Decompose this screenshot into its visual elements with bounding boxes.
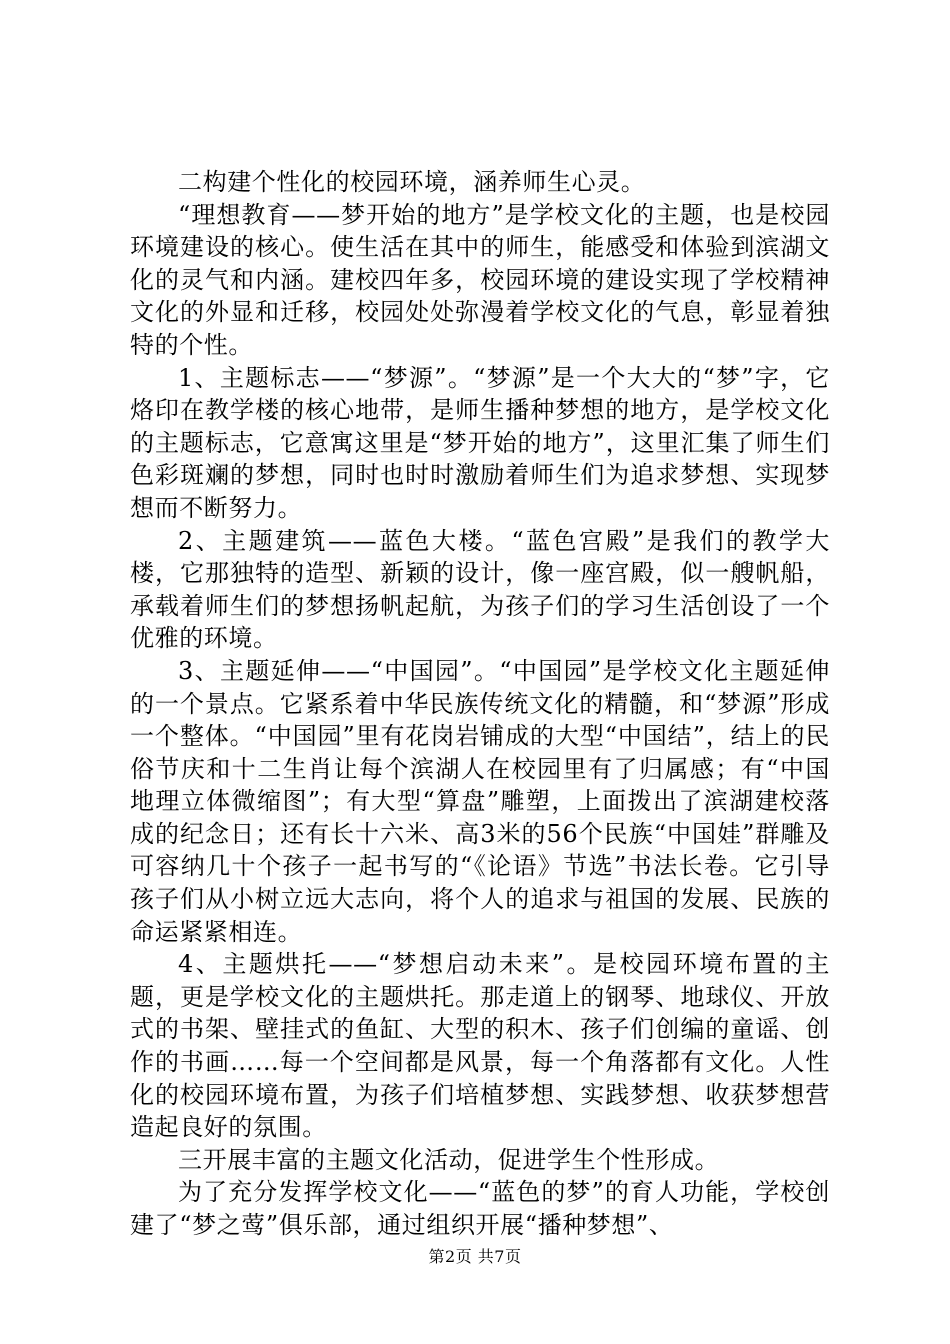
paragraph-item-1: 1、主题标志——“梦源”。“梦源”是一个大大的“梦”字，它烙印在教学楼的核心地带，是师生播种梦想的地方，是学校文化的主题标志，它意寓这里是“梦开始的地方”，这里汇集了师生们色彩斑斓的梦想，同时也时时激励着师生们为追求梦想、实现梦想而不断努力。 bbox=[130, 363, 830, 522]
page-number-footer: 第2页 共7页 bbox=[428, 1247, 522, 1266]
paragraph-activities: 为了充分发挥学校文化——“蓝色的梦”的育人功能，学校创建了“梦之莺”俱乐部，通过组织开展“播种梦想”、 bbox=[130, 1178, 830, 1239]
paragraph-item-4: 4、主题烘托——“梦想启动未来”。是校园环境布置的主题，更是学校文化的主题烘托。那走道上的钢琴、地球仪、开放式的书架、壁挂式的鱼缸、大型的积木、孩子们创编的童谣、创作的书画……每一个空间都是风景，每一个角落都有文化。人性化的校园环境布置，为孩子们培植梦想、实践梦想、收获梦想营造起良好的氛围。 bbox=[130, 950, 830, 1142]
document-body bbox=[130, 166, 830, 1242]
paragraph-item-3: 3、主题延伸——“中国园”。“中国园”是学校文化主题延伸的一个景点。它紧系着中华民族传统文化的精髓，和“梦源”形成一个整体。“中国园”里有花岗岩铺成的大型“中国结”，结上的民俗节庆和十二生肖让每个滨湖人在校园里有了归属感；有“中国地理立体微缩图”；有大型“算盘”雕塑，上面拨出了滨湖建校落成的纪念日；还有长十六米、高3米的56个民族“中国娃”群雕及可容纳几十个孩子一起书写的“《论语》节选”书法长卷。它引导孩子们从小树立远大志向，将个人的追求与祖国的发展、民族的命运紧紧相连。 bbox=[130, 656, 830, 946]
section-heading-2: 二构建个性化的校园环境，涵养师生心灵。 bbox=[178, 168, 646, 196]
paragraph-item-2: 2、主题建筑——蓝色大楼。“蓝色宫殿”是我们的教学大楼，它那独特的造型、新颖的设计，像一座宫殿，似一艘帆船，承载着师生们的梦想扬帆起航，为孩子们的学习生活创设了一个优雅的环境。 bbox=[130, 526, 830, 653]
section-heading-3: 三开展丰富的主题文化活动，促进学生个性形成。 bbox=[178, 1145, 720, 1174]
paragraph-theme-intro: “理想教育——梦开始的地方”是学校文化的主题，也是校园环境建设的核心。使生活在其中的师生，能感受和体验到滨湖文化的灵气和内涵。建校四年多，校园环境的建设实现了学校精神文化的外显和迁移，校园处处弥漫着学校文化的气息，彰显着独特的个性。 bbox=[130, 200, 830, 359]
